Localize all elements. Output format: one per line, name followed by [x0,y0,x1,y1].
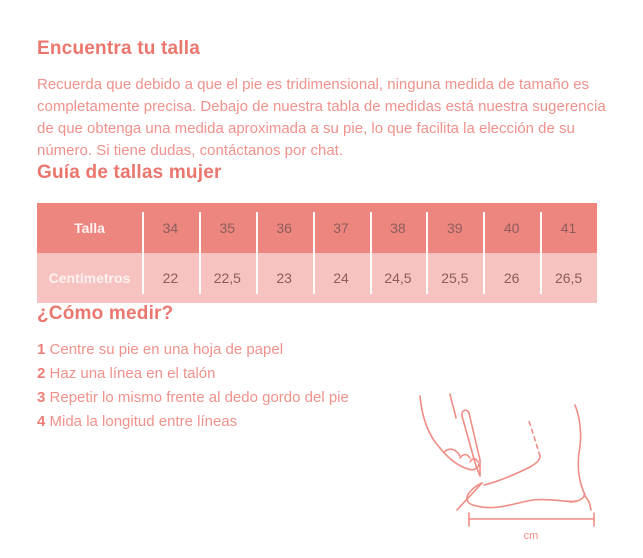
foot-sole-line [477,500,576,508]
size-table-cell: 24 [333,270,349,286]
foot-measurement-illustration [410,390,643,558]
shin-dashed-line [528,418,540,456]
size-table-cell: 24,5 [384,270,412,286]
size-table-cell: 34 [162,220,179,236]
column-divider [199,212,201,294]
column-divider [256,212,258,294]
step-number: 2 [37,365,46,382]
size-table-row-label: Centímetros [48,270,131,286]
size-table-cell: 26,5 [554,270,583,286]
step-text: Repetir lo mismo frente al dedo gordo del pie [49,389,349,406]
size-table-row-label: Talla [74,220,105,236]
step-number: 3 [37,389,46,406]
column-divider [426,212,428,294]
how-to-title: ¿Cómo medir? [37,303,174,324]
step-text: Mida la longitud entre líneas [49,413,238,430]
size-table-cell: 36 [276,220,292,236]
column-divider [540,212,542,294]
size-table-cell: 22 [162,270,179,286]
step-text: Centre su pie en una hoja de papel [49,341,284,358]
intro-text: Recuerda que debido a que el pie es tridimensional, ninguna medida de tamaño es completamente precisa. Debajo de nuestra tabla de medidas está nuestra sugerencia de que obtenga una medida aproximada a su pie, lo que facilita la elección de su número. Si tiene dudas, contáctanos por chat. [37,76,606,159]
size-table-cell: 37 [333,220,349,236]
size-table-cell: 41 [560,220,577,236]
size-table [37,203,597,303]
how-to-step [37,338,643,362]
pencil-icon [462,410,469,416]
size-table-cell: 39 [447,220,463,236]
step-number: 4 [37,413,46,430]
step-number: 1 [37,341,46,358]
measure-unit-label: cm [523,530,539,542]
size-table-cell: 26 [503,270,520,286]
size-table-cell: 25,5 [441,270,469,286]
page-title: Encuentra tu talla [37,38,201,59]
size-table-cell: 22,5 [213,270,241,286]
size-table-row [37,253,597,303]
column-divider [313,212,315,294]
size-table-cell: 23 [276,270,292,286]
size-table-cell: 38 [390,220,406,236]
column-divider [142,212,144,294]
column-divider [370,212,372,294]
how-to-step [37,362,643,386]
hand-outline [420,396,440,448]
column-divider [483,212,485,294]
step-text: Haz una línea en el talón [49,365,216,382]
size-table-cell: 35 [219,220,236,236]
size-table-cell: 40 [503,220,520,236]
size-table-row [37,203,597,253]
size-table-title: Guía de tallas mujer [37,162,222,183]
